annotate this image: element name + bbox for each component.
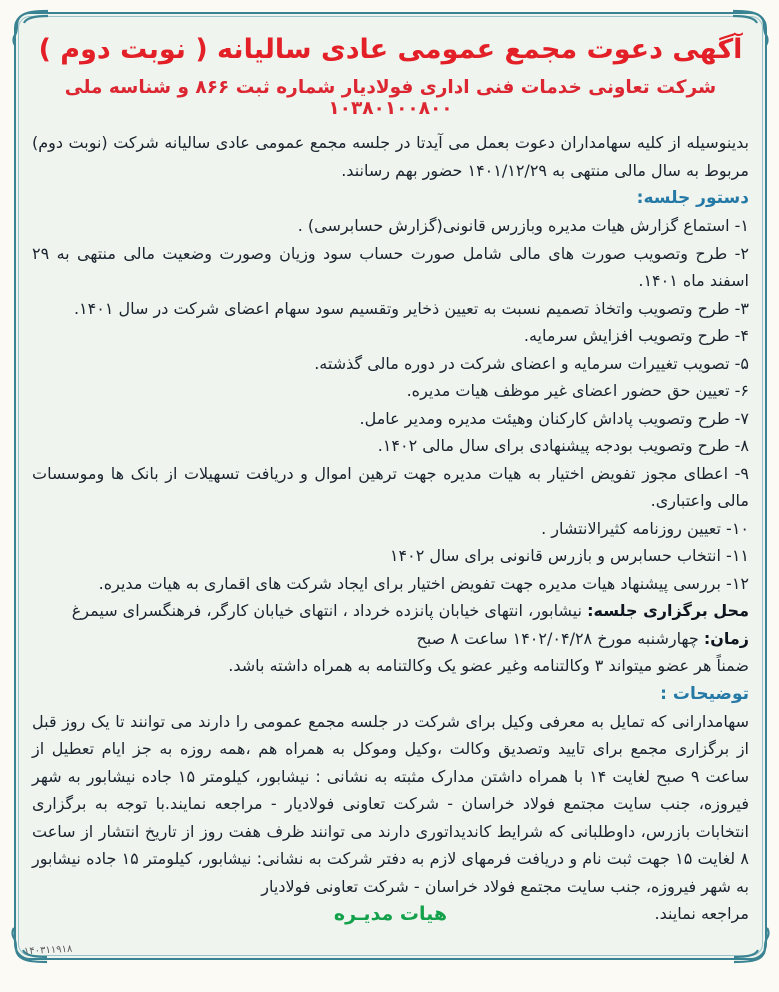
- agenda-item: ۶- تعیین حق حضور اعضای غیر موظف هیات مدیره.: [406, 381, 749, 400]
- proxy-note: ضمناً هر عضو میتواند ۳ وکالتنامه وغیر عضو یک وکالتنامه به همراه داشته باشد.: [228, 656, 749, 675]
- time-text: چهارشنبه مورخ ۱۴۰۲/۰۴/۲۸ ساعت ۸ صبح: [416, 628, 699, 648]
- agenda-item: ۱۰- تعیین روزنامه کثیرالانتشار .: [541, 518, 749, 538]
- agenda-item: ۸- طرح وتصویب بودجه پیشنهادی برای سال مالی ۱۴۰۲.: [377, 436, 749, 455]
- agenda-item: ۷- طرح وتصویب پاداش کارکنان وهیئت مدیره ومدیر عامل.: [359, 408, 749, 428]
- agenda-item: ۱- استماع گزارش هیات مدیره وبازرس قانونی(گزارش حسابرسی) .: [297, 216, 749, 235]
- agenda-item: ۴- طرح وتصویب افزایش سرمایه.: [523, 326, 749, 345]
- agenda-item: ۱۲- بررسی پیشنهاد هیات مدیره جهت تفویض اختیار برای ایجاد شرکت های اقماری به هیات مدیره.: [98, 573, 749, 593]
- time-line: [32, 625, 749, 653]
- agenda-heading: دستور جلسه:: [636, 188, 749, 208]
- time-label: زمان:: [703, 628, 749, 648]
- agenda-item: ۳- طرح وتصویب واتخاذ تصمیم نسبت به تعیین ذخایر وتقسیم سود سهام اعضای شرکت در سال ۱۴۰۱.: [73, 298, 749, 318]
- company-subtitle: شرکت تعاونی خدمات فنی اداری فولادیار شماره ثبت ۸۶۶ و شناسه ملی ۱۰۳۸۰۱۰۰۸۰۰: [64, 77, 717, 119]
- venue-line: [32, 597, 749, 625]
- decorative-frame: [14, 12, 767, 960]
- notes-heading: توضیحات :: [660, 683, 749, 704]
- notes-paragraph: سهامدارانی که تمایل به معرفی وکیل برای شرکت در جلسه مجمع عمومی را دارند می توانند تا یک روز قبل از برگزاری مجمع برای تایید وتصدیق وکالت ،وکیل وموکل به همراه هم ،همه روزه به جز ایام تعطیل از ساعت ۹ صبح لغایت ۱۴ با همراه داشتن مدارک مثبته به نشانی : نیشابور، کیلومتر ۱۵ جاده نیشابور به شهر فیروزه، جنب سایت مجتمع فولاد خراسان - شرکت تعاونی فولادیار - مراجعه نمایند.با توجه به برگزاری انتخابات بازرس، داوطلبانی که شرایط کاندیداتوری دارند می توانند ظرف هفت روز از تاریخ انتشار از ساعت ۸ لغایت ۱۵ جهت ثبت نام و دریافت فرمهای لازم به دفتر شرکت به نشانی: نیشابور، کیلومتر ۱۵ جاده نیشابور به شهر فیروزه، جنب سایت مجتمع فولاد خراسان - شرکت تعاونی فولادیار: [32, 711, 750, 896]
- agenda-item: ۲- طرح وتصویب صورت های مالی شامل صورت حساب سود وزیان وصورت وضعیت مالی منتهی به ۲۹ اسفند ماه ۱۴۰۱.: [32, 243, 749, 290]
- agenda-item: ۱۱- انتخاب حسابرس و بازرس قانونی برای سال ۱۴۰۲: [389, 546, 749, 565]
- signature-row: [32, 900, 749, 928]
- page-title: آگهی دعوت مجمع عمومی عادی سالیانه ( نوبت دوم ): [38, 34, 743, 65]
- agenda-item: ۹- اعطای مجوز تفویض اختیار به هیات مدیره جهت ترهین اموال و دریافت تسهیلات از بانک ها وموسسات مالی واعتباری.: [32, 463, 749, 510]
- venue-text: نیشابور، انتهای خیابان پانزده خرداد ، انتهای خیابان کارگر، فرهنگسرای سیمرغ: [71, 601, 583, 620]
- agenda-list: [32, 212, 749, 597]
- announcement-content: [32, 22, 749, 952]
- agenda-item: ۵- تصویب تغییرات سرمایه و اعضای شرکت در دوره مالی گذشته.: [314, 353, 749, 373]
- venue-label: محل برگزاری جلسه:: [587, 601, 749, 620]
- board-signature: هیات مدیـره: [333, 903, 448, 925]
- closing-text: مراجعه نمایند.: [654, 904, 749, 923]
- registration-code: ۱۴۰۳۱۱۹۱۸: [23, 943, 73, 958]
- intro-paragraph: بدینوسیله از کلیه سهامداران دعوت بعمل می آیدتا در جلسه مجمع عمومی عادی سالیانه شرکت (نوبت دوم) مربوط به سال مالی منتهی به ۱۴۰۱/۱۲/۲۹ حضور بهم رسانند.: [32, 133, 749, 180]
